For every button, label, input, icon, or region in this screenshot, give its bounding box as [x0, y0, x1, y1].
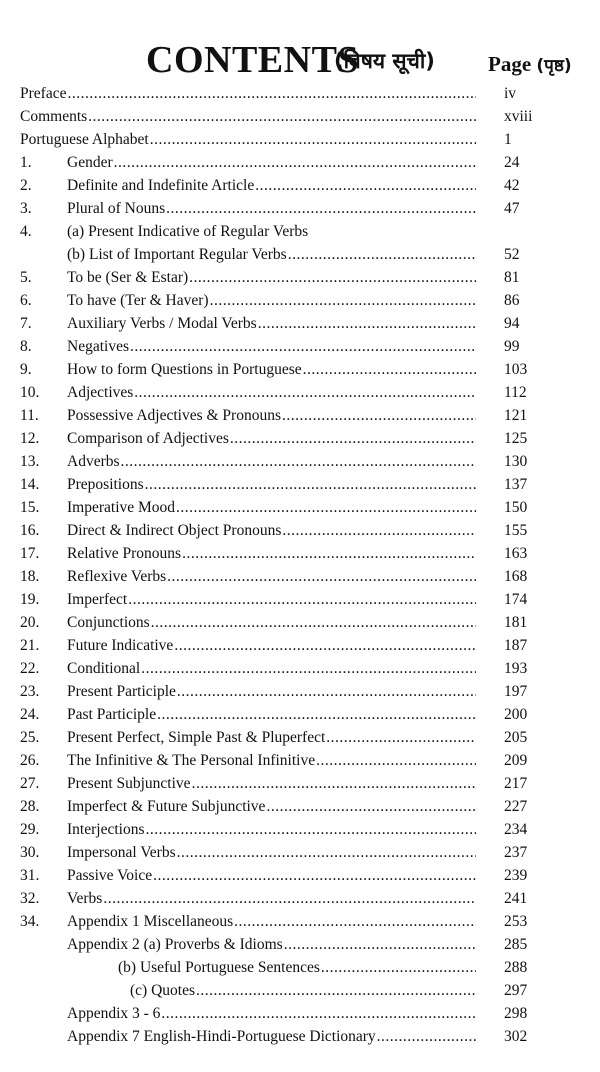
- toc-entry-number: 17.: [20, 545, 40, 562]
- toc-entry-title: (c) Quotes: [130, 982, 195, 999]
- toc-entry-page: 99: [504, 338, 520, 355]
- toc-entry-page: 42: [504, 177, 520, 194]
- toc-entry-page: xviii: [504, 108, 533, 125]
- toc-entry[interactable]: [0, 266, 600, 289]
- toc-entry-title: The Infinitive & The Personal Infinitive: [67, 752, 316, 769]
- toc-entry-page: 297: [504, 982, 528, 999]
- toc-entry[interactable]: [0, 174, 600, 197]
- toc-entry-page: 237: [504, 844, 528, 861]
- toc-entry-page: 121: [504, 407, 528, 424]
- toc-entry-title: Conditional: [67, 660, 141, 677]
- toc-entry[interactable]: [0, 749, 600, 772]
- toc-entry[interactable]: [0, 312, 600, 335]
- toc-entry-number: 28.: [20, 798, 40, 815]
- toc-entry-page: 200: [504, 706, 528, 723]
- toc-entry[interactable]: [0, 565, 600, 588]
- toc-entry-title: To have (Ter & Haver): [67, 292, 209, 309]
- toc-entry[interactable]: [0, 335, 600, 358]
- toc-entry-number: 1.: [20, 154, 32, 171]
- toc-entry[interactable]: [0, 979, 600, 1002]
- toc-entry-number: 26.: [20, 752, 40, 769]
- toc-entry-title: (b) Useful Portuguese Sentences: [118, 959, 320, 976]
- toc-entry-page: 168: [504, 568, 528, 585]
- toc-entry-number: 18.: [20, 568, 40, 585]
- toc-entry-title: Reflexive Verbs: [67, 568, 167, 585]
- toc-entry-title: (a) Present Indicative of Regular Verbs: [67, 223, 309, 240]
- page-label-hindi: (पृष्ठ): [536, 56, 572, 76]
- toc-entry-page: 197: [504, 683, 528, 700]
- toc-entry-page: 112: [504, 384, 527, 401]
- toc-entry[interactable]: [0, 910, 600, 933]
- toc-entry-number: 8.: [20, 338, 32, 355]
- toc-entry-number: 27.: [20, 775, 40, 792]
- toc-entry[interactable]: [0, 887, 600, 910]
- toc-entry-title: Comparison of Adjectives: [67, 430, 229, 447]
- page-header: [0, 36, 600, 86]
- toc-entry-title: Adjectives: [67, 384, 134, 401]
- toc-entry-number: 32.: [20, 890, 40, 907]
- toc-entry-page: 209: [504, 752, 528, 769]
- toc-entry-number: 25.: [20, 729, 40, 746]
- toc-entry-page: 163: [504, 545, 528, 562]
- toc-entry-number: 9.: [20, 361, 32, 378]
- toc-entry[interactable]: [0, 82, 600, 105]
- toc-entry-page: 47: [504, 200, 520, 217]
- toc-entry-page: 241: [504, 890, 528, 907]
- toc-entry-page: iv: [504, 85, 517, 102]
- toc-entry-title: Preface: [20, 85, 67, 102]
- toc-entry[interactable]: [0, 772, 600, 795]
- toc-entry-number: 7.: [20, 315, 32, 332]
- toc-entry-number: 13.: [20, 453, 40, 470]
- toc-entry-page: 150: [504, 499, 528, 516]
- toc-entry-page: 181: [504, 614, 528, 631]
- toc-entry-title: Possessive Adjectives & Pronouns: [67, 407, 281, 424]
- toc-entry-page: 1: [504, 131, 512, 148]
- toc-entry-title: Interjections: [67, 821, 145, 838]
- toc-entry-page: 52: [504, 246, 520, 263]
- page-title-hindi: (विषय सूची): [334, 49, 435, 73]
- toc-entry[interactable]: [0, 220, 600, 243]
- toc-entry[interactable]: [0, 243, 600, 266]
- toc-entry-title: Adverbs: [67, 453, 120, 470]
- toc-entry-number: 31.: [20, 867, 40, 884]
- toc-entry-title: Verbs: [67, 890, 103, 907]
- toc-entry-number: 6.: [20, 292, 32, 309]
- toc-entry[interactable]: [0, 404, 600, 427]
- toc-entry-title: Imperfect & Future Subjunctive: [67, 798, 266, 815]
- toc-entry[interactable]: [0, 956, 600, 979]
- toc-entry-title: Future Indicative: [67, 637, 174, 654]
- toc-entry[interactable]: [0, 542, 600, 565]
- toc-entry-number: 12.: [20, 430, 40, 447]
- toc-entry[interactable]: [0, 611, 600, 634]
- toc-entry-title: Plural of Nouns: [67, 200, 166, 217]
- toc-entry[interactable]: [0, 151, 600, 174]
- toc-entry-title: Relative Pronouns: [67, 545, 182, 562]
- toc-entry-number: 22.: [20, 660, 40, 677]
- toc-entry-page: 130: [504, 453, 528, 470]
- toc-entry-title: Definite and Indefinite Article: [67, 177, 255, 194]
- toc-entry-page: 86: [504, 292, 520, 309]
- toc-entry-title: Present Participle: [67, 683, 176, 700]
- toc-entry-title: Appendix 2 (a) Proverbs & Idioms: [67, 936, 283, 953]
- toc-entry-page: 217: [504, 775, 528, 792]
- toc-entry-title: (b) List of Important Regular Verbs: [67, 246, 287, 263]
- toc-entry[interactable]: [0, 427, 600, 450]
- toc-entry-title: Negatives: [67, 338, 129, 355]
- toc-entry-page: 174: [504, 591, 528, 608]
- toc-entry-page: 187: [504, 637, 528, 654]
- toc-entry-page: 125: [504, 430, 528, 447]
- toc-entry-title: Appendix 7 English-Hindi-Portuguese Dictionary: [67, 1028, 376, 1045]
- toc-entry-page: 205: [504, 729, 528, 746]
- toc-entry-title: To be (Ser & Estar): [67, 269, 189, 286]
- toc-entry-title: Appendix 1 Miscellaneous: [67, 913, 234, 930]
- toc-entry-title: Auxiliary Verbs / Modal Verbs: [67, 315, 257, 332]
- toc-entry[interactable]: [0, 680, 600, 703]
- toc-entry-number: 2.: [20, 177, 32, 194]
- toc-entry-page: 94: [504, 315, 520, 332]
- toc-entry[interactable]: [0, 1002, 600, 1025]
- toc-entry-page: 103: [504, 361, 528, 378]
- toc-entry-title: How to form Questions in Portuguese: [67, 361, 302, 378]
- toc-entry-number: 15.: [20, 499, 40, 516]
- toc-entry-number: 3.: [20, 200, 32, 217]
- toc-entry-title: Present Subjunctive: [67, 775, 191, 792]
- toc-entry-page: 253: [504, 913, 528, 930]
- page-label: Page: [488, 52, 532, 76]
- toc-entry-title: Impersonal Verbs: [67, 844, 176, 861]
- toc-entry-number: 19.: [20, 591, 40, 608]
- page-title: CONTENTS: [146, 39, 360, 81]
- toc-entry-page: 81: [504, 269, 520, 286]
- toc-entry-title: Passive Voice: [67, 867, 153, 884]
- toc-entry-page: 193: [504, 660, 528, 677]
- toc-entry[interactable]: [0, 105, 600, 128]
- toc-entry-number: 10.: [20, 384, 40, 401]
- toc-entry-number: 11.: [20, 407, 39, 424]
- toc-entry[interactable]: [0, 519, 600, 542]
- toc-entry[interactable]: [0, 473, 600, 496]
- toc-entry[interactable]: [0, 358, 600, 381]
- toc-entry-number: 16.: [20, 522, 40, 539]
- toc-entry-number: 4.: [20, 223, 32, 240]
- toc-entry[interactable]: [0, 703, 600, 726]
- toc-entry-page: 227: [504, 798, 528, 815]
- page-column-heading: [488, 50, 572, 80]
- toc-entry-page: 24: [504, 154, 520, 171]
- toc-entry[interactable]: [0, 128, 600, 151]
- toc-entry-number: 5.: [20, 269, 32, 286]
- toc-entry-page: 155: [504, 522, 528, 539]
- toc-entry-title: Imperfect: [67, 591, 128, 608]
- toc-entry-title: Comments: [20, 108, 88, 125]
- toc-entry[interactable]: [0, 864, 600, 887]
- toc-entry-title: Imperative Mood: [67, 499, 176, 516]
- toc-entry-page: 137: [504, 476, 528, 493]
- toc-entry[interactable]: [0, 634, 600, 657]
- toc-entry-title: Present Perfect, Simple Past & Pluperfect: [67, 729, 326, 746]
- toc-entry[interactable]: [0, 450, 600, 473]
- toc-entry-title: Appendix 3 - 6: [67, 1005, 161, 1022]
- toc-entry[interactable]: [0, 657, 600, 680]
- toc-entry-title: Past Participle: [67, 706, 157, 723]
- toc-entry[interactable]: [0, 381, 600, 404]
- toc-entry[interactable]: [0, 933, 600, 956]
- toc-entry-title: Portuguese Alphabet: [20, 131, 149, 148]
- toc-entry-title: Direct & Indirect Object Pronouns: [67, 522, 282, 539]
- toc-entry[interactable]: [0, 197, 600, 220]
- toc-entry-page: 239: [504, 867, 528, 884]
- toc-entry-page: 234: [504, 821, 528, 838]
- toc-entry[interactable]: [0, 795, 600, 818]
- toc-entry[interactable]: [0, 841, 600, 864]
- toc-entry[interactable]: [0, 289, 600, 312]
- toc-entry-page: 298: [504, 1005, 528, 1022]
- toc-entry-number: 14.: [20, 476, 40, 493]
- toc-entry-number: 21.: [20, 637, 40, 654]
- toc-entry-page: 288: [504, 959, 528, 976]
- toc-entry[interactable]: [0, 588, 600, 611]
- toc-entry[interactable]: [0, 496, 600, 519]
- toc-entry[interactable]: [0, 818, 600, 841]
- toc-entry-number: 20.: [20, 614, 40, 631]
- toc-entry-number: 30.: [20, 844, 40, 861]
- toc-entry[interactable]: [0, 1025, 600, 1048]
- toc-entry-number: 24.: [20, 706, 40, 723]
- toc-entry-title: Gender: [67, 154, 113, 171]
- toc-entry-number: 23.: [20, 683, 40, 700]
- toc-entry-page: 302: [504, 1028, 528, 1045]
- toc-entry-title: Prepositions: [67, 476, 144, 493]
- toc-entry-title: Conjunctions: [67, 614, 150, 631]
- toc-entry-page: 285: [504, 936, 528, 953]
- toc-entry[interactable]: [0, 726, 600, 749]
- toc-entry-number: 29.: [20, 821, 40, 838]
- toc-entry-number: 34.: [20, 913, 40, 930]
